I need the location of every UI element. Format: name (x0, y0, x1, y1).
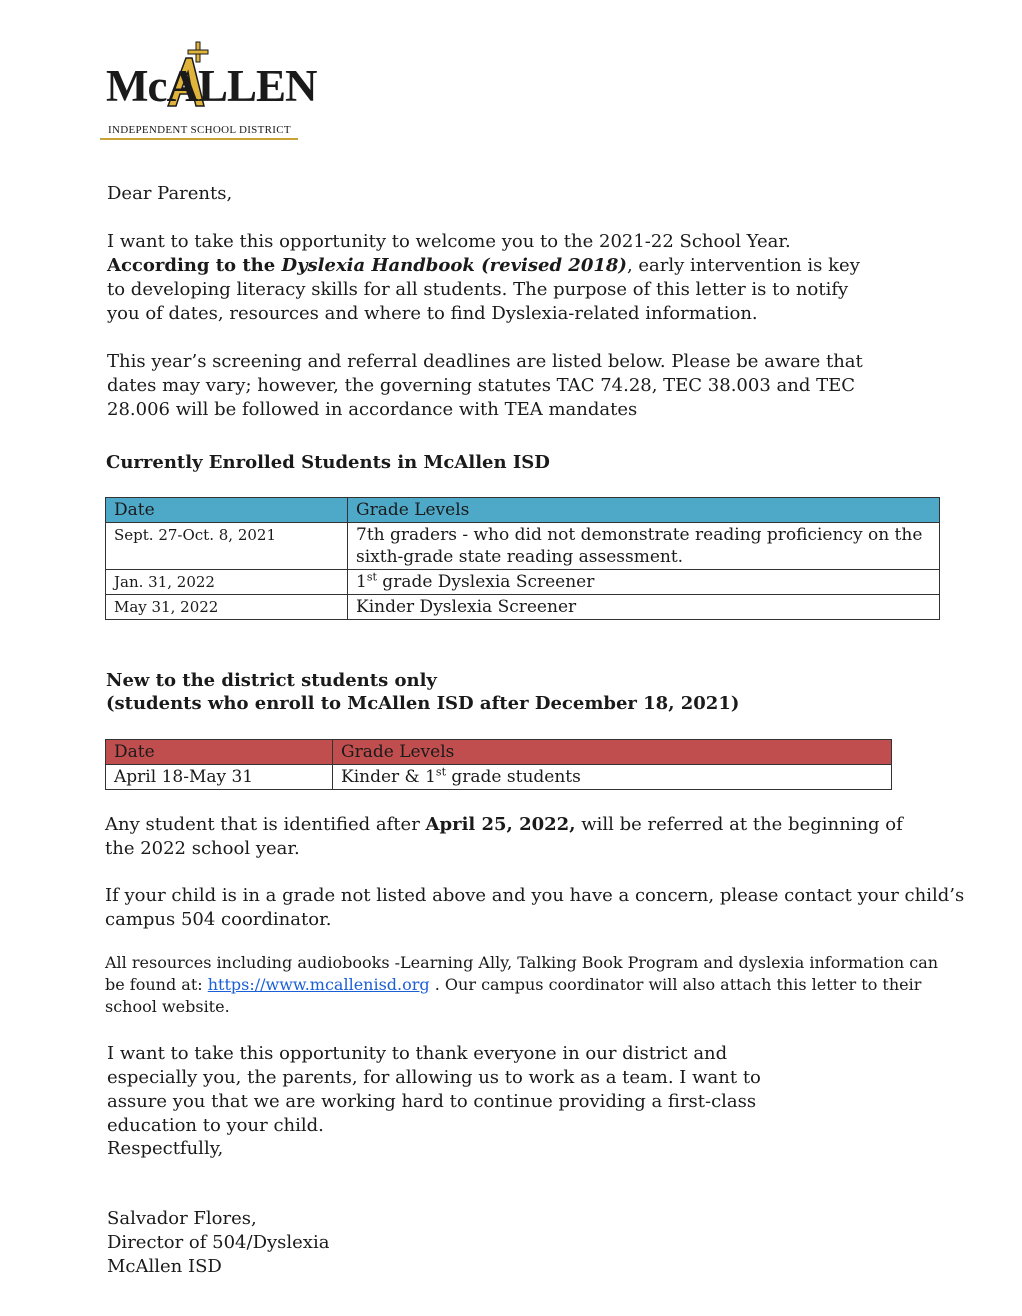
logo-wordmark: McALLEN (106, 61, 317, 111)
header-date: Date (106, 498, 348, 523)
signature-title: Director of 504/Dyslexia (107, 1232, 330, 1253)
signature-name: Salvador Flores, (107, 1208, 257, 1229)
row-date: Jan. 31, 2022 (106, 570, 348, 595)
table-header-row (106, 740, 892, 765)
closing: Respectfully, (107, 1138, 224, 1159)
section2-subtitle: (students who enroll to McAllen ISD after December 18, 2021) (106, 693, 740, 714)
logo-subtitle: INDEPENDENT SCHOOL DISTRICT (108, 124, 291, 136)
new-students-schedule-table (105, 739, 892, 790)
district-logo (100, 36, 317, 146)
row-date: Sept. 27-Oct. 8, 2021 (106, 523, 348, 570)
header-date: Date (106, 740, 333, 765)
row-grade: 7th graders - who did not demonstrate reading proficiency on the sixth-grade state reading assessment. (348, 523, 940, 570)
resources-paragraph: All resources including audiobooks -Learning Ally, Talking Book Program and dyslexia information can be found at: https://www.mcallenisd.org . Our campus coordinator will also attach this letter to their school website. (105, 953, 939, 1016)
header-grade-levels: Grade Levels (348, 498, 940, 523)
deadlines-paragraph: This year’s screening and referral deadlines are listed below. Please be aware that dates may vary; however, the governing statutes TAC 74.28, TEC 38.003 and TEC 28.006 will be followed in accordance with TEA mandates (107, 351, 863, 420)
table-row (106, 523, 940, 570)
row-date: April 18-May 31 (106, 765, 333, 790)
concern-paragraph: If your child is in a grade not listed above and you have a concern, please contact your child’s campus 504 coordinator. (105, 885, 965, 930)
enrolled-schedule-table (105, 497, 940, 620)
row-date: May 31, 2022 (106, 595, 348, 620)
intro-paragraph: I want to take this opportunity to welcome you to the 2021-22 School Year. According to the Dyslexia Handbook (revised 2018), early intervention is key to developing literacy skills for all students. The purpose of this letter is to notify you of dates, resources and where to find Dyslexia-related information. (107, 231, 860, 324)
signature-org: McAllen ISD (107, 1256, 222, 1277)
referral-paragraph: Any student that is identified after April 25, 2022, will be referred at the beginning of the 2022 school year. (105, 814, 903, 859)
section2-title: New to the district students only (106, 670, 437, 691)
table-header-row (106, 498, 940, 523)
table-row (106, 570, 940, 595)
row-grade: Kinder & 1st grade students (333, 765, 892, 790)
section1-title: Currently Enrolled Students in McAllen ISD (106, 452, 550, 473)
row-grade: Kinder Dyslexia Screener (348, 595, 940, 620)
district-website-link[interactable]: https://www.mcallenisd.org (207, 975, 430, 994)
salutation: Dear Parents, (107, 183, 233, 204)
thanks-paragraph: I want to take this opportunity to thank everyone in our district and especially you, the parents, for allowing us to work as a team. I want to assure you that we are working hard to continue providing a first-class education to your child. (107, 1043, 761, 1136)
row-grade: 1st grade Dyslexia Screener (348, 570, 940, 595)
header-grade-levels: Grade Levels (333, 740, 892, 765)
logo-rule (100, 138, 298, 140)
table-row (106, 765, 892, 790)
signature-block (107, 1207, 329, 1279)
table-row (106, 595, 940, 620)
